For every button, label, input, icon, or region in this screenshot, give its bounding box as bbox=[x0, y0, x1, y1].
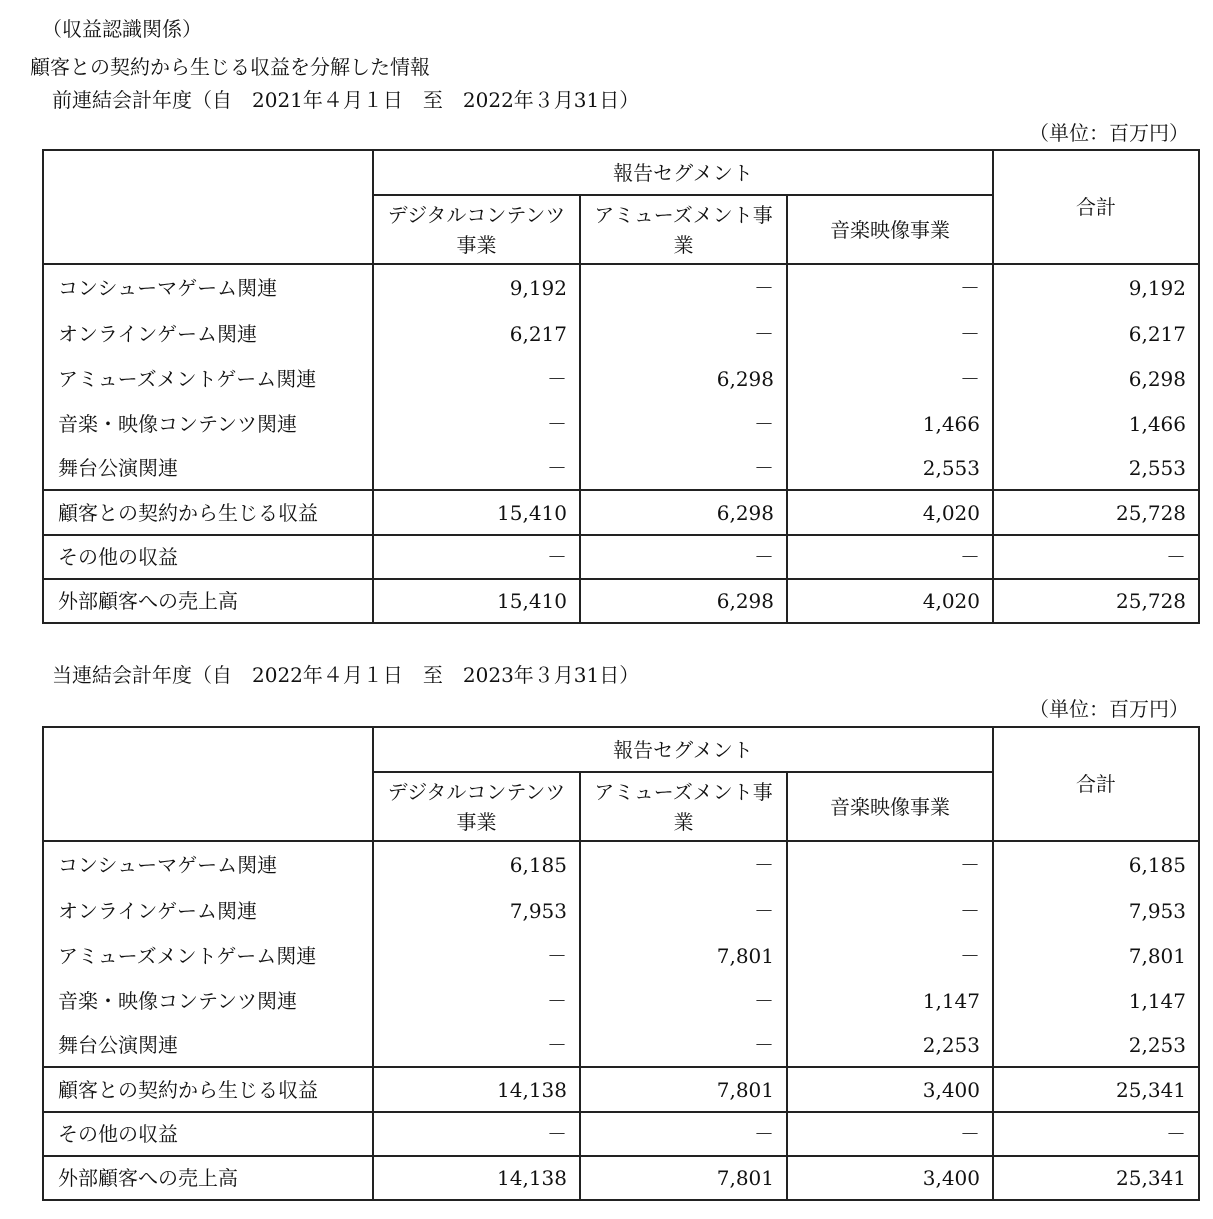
cell-total: 25,728 bbox=[993, 490, 1199, 535]
table-row bbox=[43, 1067, 1199, 1112]
cell-total: 25,728 bbox=[993, 579, 1199, 623]
prior-period-title: 前連結会計年度（自 2021年４月１日 至 2022年３月31日） bbox=[52, 88, 640, 112]
cell-total: 6,217 bbox=[993, 311, 1199, 356]
cell-music: － bbox=[787, 535, 993, 579]
cell-amusement: 6,298 bbox=[580, 490, 787, 535]
cell-amusement: － bbox=[580, 535, 787, 579]
table-row bbox=[43, 933, 1199, 978]
header-total: 合計 bbox=[993, 150, 1199, 264]
cell-total: 9,192 bbox=[993, 264, 1199, 311]
cell-music: － bbox=[787, 1112, 993, 1156]
current-period-title: 当連結会計年度（自 2022年４月１日 至 2023年３月31日） bbox=[52, 663, 640, 687]
cell-amusement: 7,801 bbox=[580, 1067, 787, 1112]
row-label: コンシューマゲーム関連 bbox=[43, 264, 373, 311]
row-label: 舞台公演関連 bbox=[43, 1023, 373, 1067]
cell-amusement: － bbox=[580, 311, 787, 356]
cell-amusement: － bbox=[580, 446, 787, 490]
row-label: その他の収益 bbox=[43, 1112, 373, 1156]
cell-music: 4,020 bbox=[787, 490, 993, 535]
table-row bbox=[43, 356, 1199, 401]
cell-music: 1,466 bbox=[787, 401, 993, 446]
header-blank bbox=[43, 727, 373, 841]
cell-music: 2,253 bbox=[787, 1023, 993, 1067]
cell-amusement: 7,801 bbox=[580, 1156, 787, 1200]
cell-digital: 6,185 bbox=[373, 841, 580, 888]
table-row bbox=[43, 579, 1199, 623]
header-total: 合計 bbox=[993, 727, 1199, 841]
table-row bbox=[43, 841, 1199, 888]
table-row bbox=[43, 978, 1199, 1023]
header-segment-group: 報告セグメント bbox=[373, 150, 993, 195]
cell-music: 4,020 bbox=[787, 579, 993, 623]
cell-music: － bbox=[787, 356, 993, 401]
cell-digital: 15,410 bbox=[373, 490, 580, 535]
cell-music: － bbox=[787, 933, 993, 978]
cell-amusement: 7,801 bbox=[580, 933, 787, 978]
unit-label: （単位：百万円） bbox=[1029, 697, 1189, 721]
header-music: 音楽映像事業 bbox=[787, 772, 993, 841]
cell-digital: 9,192 bbox=[373, 264, 580, 311]
header-digital: デジタルコンテンツ事業 bbox=[373, 195, 580, 264]
table-row bbox=[43, 888, 1199, 933]
cell-digital: － bbox=[373, 1112, 580, 1156]
cell-digital: 6,217 bbox=[373, 311, 580, 356]
cell-music: 3,400 bbox=[787, 1067, 993, 1112]
cell-total: 1,147 bbox=[993, 978, 1199, 1023]
table-row bbox=[43, 446, 1199, 490]
cell-amusement: － bbox=[580, 978, 787, 1023]
cell-amusement: － bbox=[580, 888, 787, 933]
cell-digital: － bbox=[373, 356, 580, 401]
row-label: 舞台公演関連 bbox=[43, 446, 373, 490]
cell-music: 2,553 bbox=[787, 446, 993, 490]
cell-amusement: － bbox=[580, 1023, 787, 1067]
row-label: その他の収益 bbox=[43, 535, 373, 579]
header-amusement: アミューズメント事業 bbox=[580, 195, 787, 264]
cell-total: 6,185 bbox=[993, 841, 1199, 888]
cell-total: 1,466 bbox=[993, 401, 1199, 446]
cell-total: 2,253 bbox=[993, 1023, 1199, 1067]
table-row bbox=[43, 1023, 1199, 1067]
cell-amusement: － bbox=[580, 264, 787, 311]
cell-amusement: － bbox=[580, 841, 787, 888]
table-row bbox=[43, 401, 1199, 446]
cell-total: 25,341 bbox=[993, 1067, 1199, 1112]
cell-digital: － bbox=[373, 978, 580, 1023]
current-revenue-table bbox=[42, 726, 1200, 1201]
cell-digital: 7,953 bbox=[373, 888, 580, 933]
cell-digital: 14,138 bbox=[373, 1156, 580, 1200]
header-blank bbox=[43, 150, 373, 264]
cell-music: 3,400 bbox=[787, 1156, 993, 1200]
cell-total: － bbox=[993, 535, 1199, 579]
table-row bbox=[43, 264, 1199, 311]
cell-total: － bbox=[993, 1112, 1199, 1156]
row-label: 音楽・映像コンテンツ関連 bbox=[43, 401, 373, 446]
row-label: 音楽・映像コンテンツ関連 bbox=[43, 978, 373, 1023]
cell-total: 6,298 bbox=[993, 356, 1199, 401]
cell-music: － bbox=[787, 888, 993, 933]
header-music: 音楽映像事業 bbox=[787, 195, 993, 264]
cell-total: 2,553 bbox=[993, 446, 1199, 490]
cell-digital: － bbox=[373, 933, 580, 978]
cell-total: 7,953 bbox=[993, 888, 1199, 933]
cell-digital: － bbox=[373, 535, 580, 579]
heading: 顧客との契約から生じる収益を分解した情報 bbox=[30, 55, 430, 79]
header-digital: デジタルコンテンツ事業 bbox=[373, 772, 580, 841]
cell-digital: － bbox=[373, 401, 580, 446]
table-row bbox=[43, 1112, 1199, 1156]
row-label: 外部顧客への売上高 bbox=[43, 579, 373, 623]
cell-music: － bbox=[787, 841, 993, 888]
cell-digital: 15,410 bbox=[373, 579, 580, 623]
cell-music: － bbox=[787, 311, 993, 356]
row-label: 顧客との契約から生じる収益 bbox=[43, 490, 373, 535]
cell-digital: － bbox=[373, 446, 580, 490]
cell-digital: 14,138 bbox=[373, 1067, 580, 1112]
unit-label: （単位：百万円） bbox=[1029, 121, 1189, 145]
cell-total: 7,801 bbox=[993, 933, 1199, 978]
row-label: コンシューマゲーム関連 bbox=[43, 841, 373, 888]
cell-digital: － bbox=[373, 1023, 580, 1067]
header-amusement: アミューズメント事業 bbox=[580, 772, 787, 841]
table-row bbox=[43, 490, 1199, 535]
row-label: 外部顧客への売上高 bbox=[43, 1156, 373, 1200]
cell-amusement: 6,298 bbox=[580, 579, 787, 623]
table-row bbox=[43, 311, 1199, 356]
prior-revenue-table bbox=[42, 149, 1200, 624]
row-label: アミューズメントゲーム関連 bbox=[43, 356, 373, 401]
cell-amusement: 6,298 bbox=[580, 356, 787, 401]
cell-music: － bbox=[787, 264, 993, 311]
header-segment-group: 報告セグメント bbox=[373, 727, 993, 772]
cell-total: 25,341 bbox=[993, 1156, 1199, 1200]
row-label: 顧客との契約から生じる収益 bbox=[43, 1067, 373, 1112]
cell-amusement: － bbox=[580, 401, 787, 446]
row-label: オンラインゲーム関連 bbox=[43, 888, 373, 933]
cell-amusement: － bbox=[580, 1112, 787, 1156]
row-label: アミューズメントゲーム関連 bbox=[43, 933, 373, 978]
section-title: （収益認識関係） bbox=[42, 17, 202, 41]
row-label: オンラインゲーム関連 bbox=[43, 311, 373, 356]
table-row bbox=[43, 535, 1199, 579]
cell-music: 1,147 bbox=[787, 978, 993, 1023]
table-row bbox=[43, 1156, 1199, 1200]
